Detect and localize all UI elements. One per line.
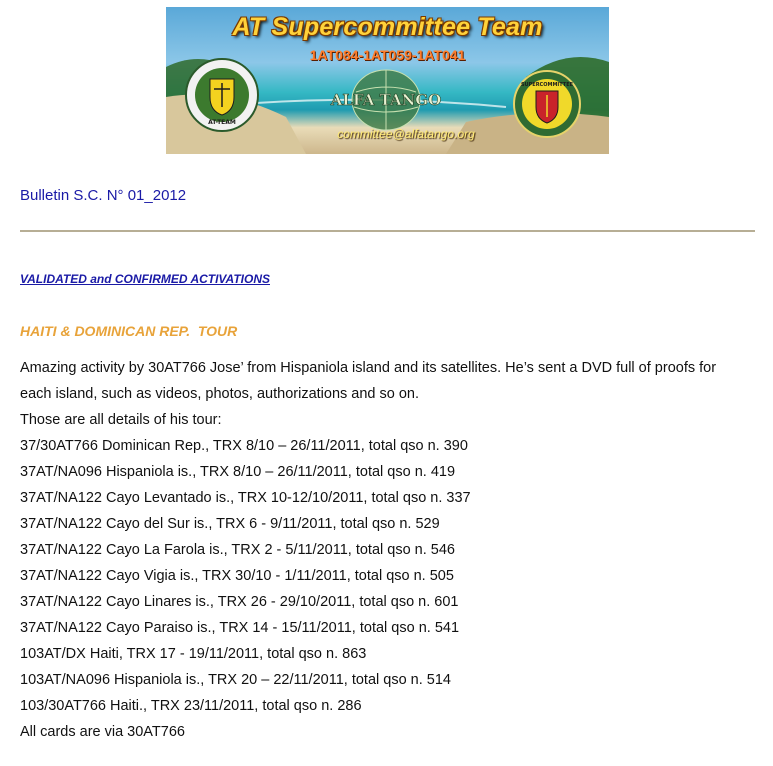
banner-codes: 1AT084-1AT059-1AT041: [309, 47, 466, 63]
left-seal-label: AT-TEAM: [208, 119, 236, 126]
intro-line: Those are all details of his tour:: [20, 412, 222, 428]
bulletin-number: Bulletin S.C. N° 01_2012: [20, 187, 187, 204]
section-title: HAITI & DOMINICAN REP. TOUR: [20, 323, 238, 339]
center-logo-label: ALFA TANGO: [330, 91, 442, 109]
header-banner-image: [166, 7, 609, 154]
tour-line: 37AT/NA122 Cayo Paraiso is., TRX 14 - 15/11/2011, total qso n. 541: [20, 620, 460, 636]
tour-line: 103AT/DX Haiti, TRX 17 - 19/11/2011, total qso n. 863: [20, 646, 367, 662]
tour-line: 37AT/NA122 Cayo Vigia is., TRX 30/10 - 1/11/2011, total qso n. 505: [20, 568, 454, 584]
intro-line: Amazing activity by 30AT766 Jose’ from Hispaniola island and its satellites. He’s sent a DVD full of proofs for: [20, 360, 717, 376]
tour-line: 37AT/NA122 Cayo Linares is., TRX 26 - 29/10/2011, total qso n. 601: [20, 594, 459, 610]
bulletin-body: [20, 355, 760, 745]
closing-line: All cards are via 30AT766: [20, 724, 185, 740]
at-team-seal-icon: [184, 57, 260, 133]
horizontal-divider: [20, 230, 755, 232]
tour-line: 37/30AT766 Dominican Rep., TRX 8/10 – 26/11/2011, total qso n. 390: [20, 438, 468, 454]
tour-line: 37AT/NA122 Cayo Levantado is., TRX 10-12/10/2011, total qso n. 337: [20, 490, 471, 506]
validated-activations-link[interactable]: VALIDATED and CONFIRMED ACTIVATIONS: [20, 272, 270, 286]
tour-line: 103AT/NA096 Hispaniola is., TRX 20 – 22/11/2011, total qso n. 514: [20, 672, 451, 688]
intro-line: each island, such as videos, photos, authorizations and so on.: [20, 386, 420, 402]
tour-line: 37AT/NA122 Cayo del Sur is., TRX 6 - 9/11/2011, total qso n. 529: [20, 516, 440, 532]
tour-line: 37AT/NA122 Cayo La Farola is., TRX 2 - 5/11/2011, total qso n. 546: [20, 542, 455, 558]
banner-title: AT Supercommittee Team: [232, 13, 543, 41]
banner-email: committee@alfatango.org: [337, 127, 475, 141]
alfa-tango-globe-logo: [326, 67, 446, 133]
right-seal-label: SUPERCOMMITTEE: [520, 82, 574, 88]
tour-line: 103/30AT766 Haiti., TRX 23/11/2011, total qso n. 286: [20, 698, 362, 714]
tour-line: 37AT/NA096 Hispaniola is., TRX 8/10 – 26/11/2011, total qso n. 419: [20, 464, 456, 480]
